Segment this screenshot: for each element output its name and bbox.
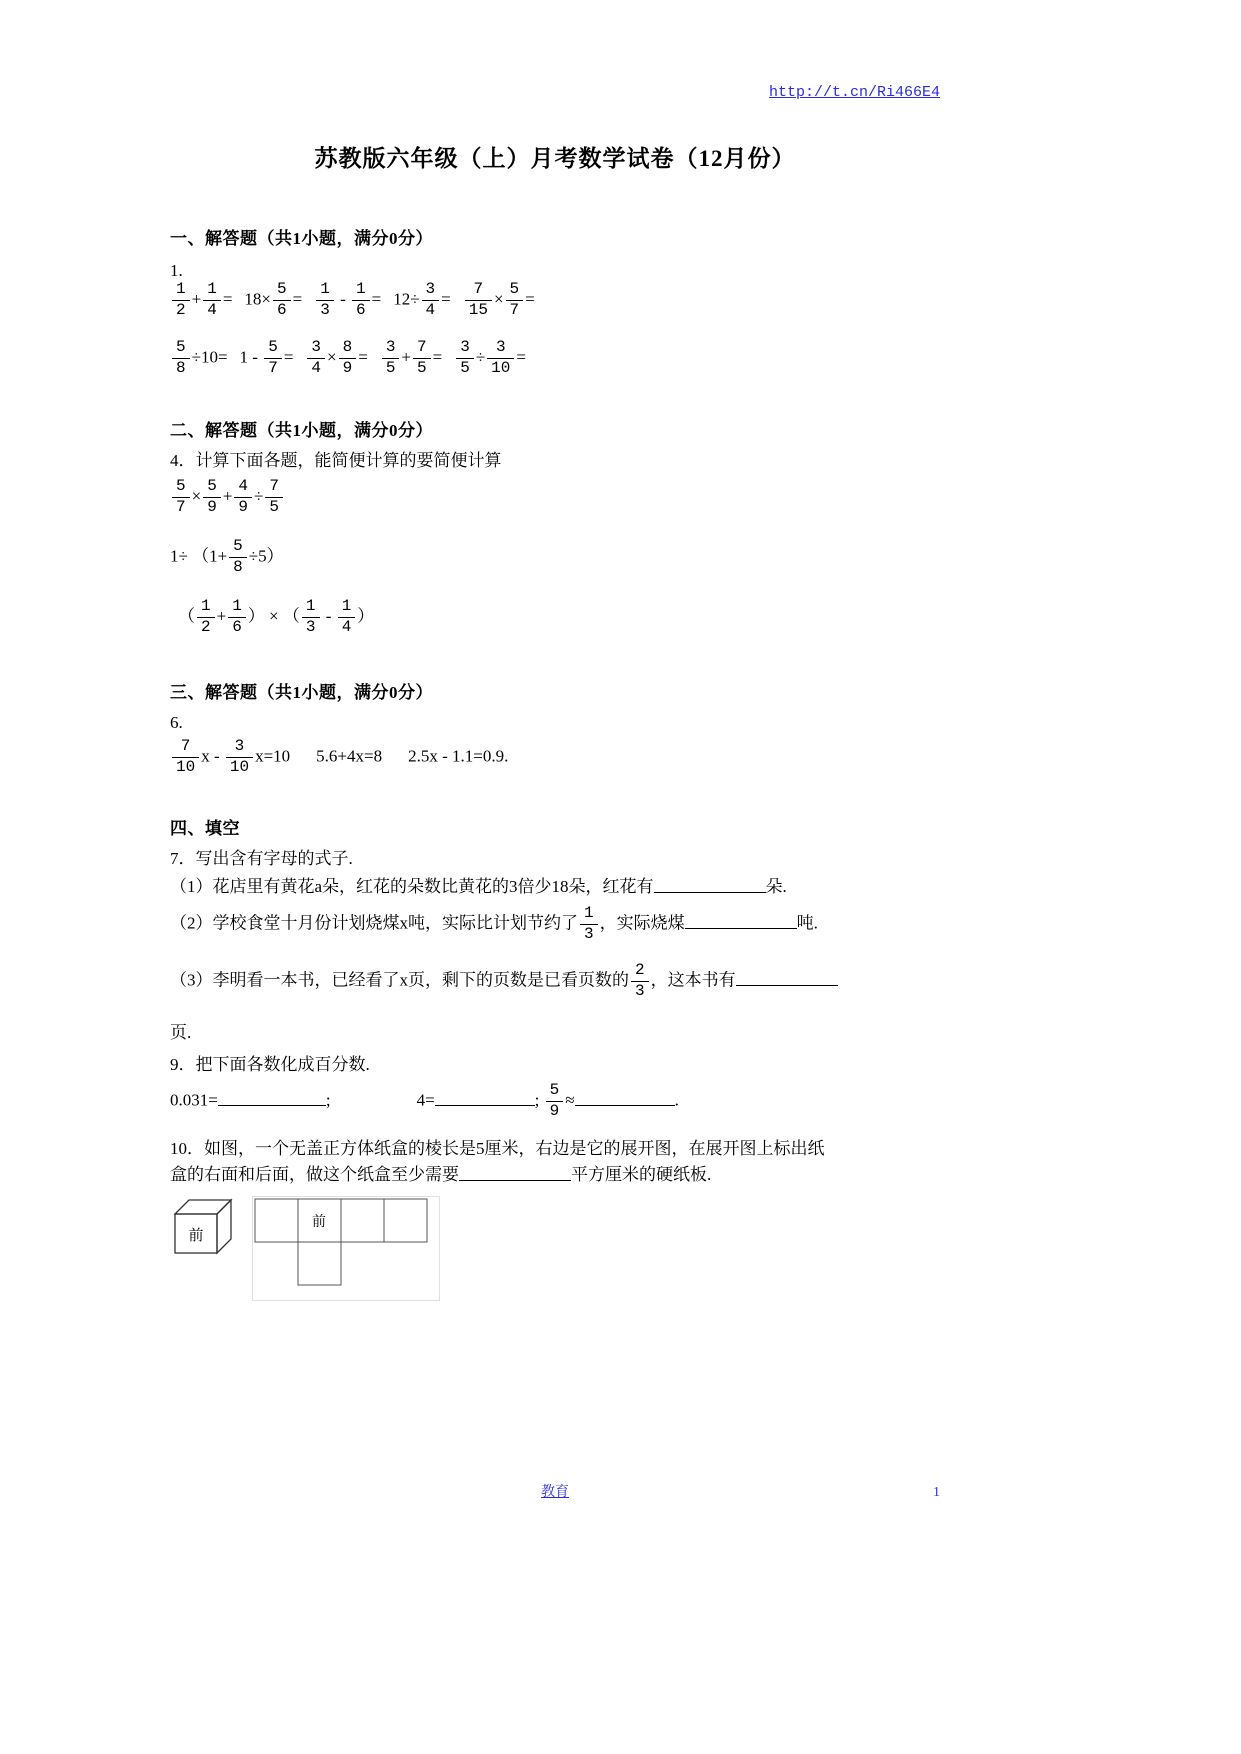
fraction-denominator: 7 <box>172 497 190 517</box>
math-text: ÷ <box>475 347 486 367</box>
fraction-numerator: 1 <box>341 597 352 615</box>
fraction <box>264 339 282 378</box>
math-text: + <box>401 347 412 367</box>
math-text: = <box>432 347 443 367</box>
problem4-expression-2 <box>170 538 940 577</box>
net-front-label: 前 <box>312 1215 326 1230</box>
fraction <box>203 281 221 320</box>
fraction <box>339 339 357 378</box>
math-problem <box>463 281 535 320</box>
math-text: = <box>222 289 233 309</box>
fraction <box>465 281 492 320</box>
fraction <box>487 339 514 378</box>
fraction <box>172 281 190 320</box>
problem10-line1: 10．如图，一个无盖正方体纸盒的棱长是5厘米，右边是它的展开图，在展开图上标出纸 <box>170 1139 825 1158</box>
math-text: = <box>525 289 535 309</box>
fraction-denominator: 6 <box>352 300 370 320</box>
fraction-numerator: 5 <box>176 338 186 356</box>
math-text: = <box>371 289 382 309</box>
fraction <box>234 478 252 517</box>
fraction-numerator: 1 <box>305 597 316 615</box>
net-image-box <box>252 1196 440 1301</box>
math-text: ÷5） <box>248 546 284 566</box>
math-text: 平方厘米的硬纸板. <box>571 1165 712 1184</box>
fraction <box>302 598 320 637</box>
math-text: = <box>292 289 303 309</box>
fraction-numerator: 1 <box>355 280 366 298</box>
page-number: 1 <box>933 1485 940 1500</box>
math-text: ÷10= <box>191 347 228 367</box>
math-text: × <box>191 486 202 506</box>
fraction-denominator: 9 <box>234 497 252 517</box>
math-text: = <box>283 347 294 367</box>
answer-blank <box>685 925 797 929</box>
fraction-numerator: 3 <box>311 338 322 356</box>
math-text: 盒的右面和后面，做这个纸盒至少需要 <box>170 1165 459 1184</box>
problem6-equations <box>170 738 940 777</box>
math-text: × <box>493 289 504 309</box>
answer-blank <box>575 1102 675 1106</box>
fraction <box>307 339 325 378</box>
problem10-figure <box>172 1196 940 1301</box>
math-text: - <box>335 289 350 309</box>
answer-blank <box>435 1102 535 1106</box>
fraction <box>172 478 190 517</box>
math-problem <box>380 339 442 378</box>
fraction-numerator: 5 <box>233 537 243 555</box>
math-text: = <box>441 289 451 309</box>
fraction-denominator: 8 <box>229 557 247 577</box>
fraction-numerator: 5 <box>277 280 287 298</box>
fraction-numerator: 3 <box>495 338 506 356</box>
math-text: ） × （ <box>247 606 300 626</box>
fraction-denominator: 4 <box>422 300 440 320</box>
answer-blank <box>218 1102 326 1106</box>
fraction <box>422 281 440 320</box>
math-text: （1）花店里有黄花a朵，红花的朵数比黄花的3倍少18朵，红花有 <box>170 877 654 896</box>
source-url-line <box>170 80 940 103</box>
fraction <box>197 598 215 637</box>
fraction-numerator: 7 <box>473 280 484 298</box>
math-text: （ <box>178 606 195 626</box>
section1-heading: 一、解答题（共1小题，满分0分） <box>170 229 433 248</box>
fraction-denominator: 15 <box>465 300 492 320</box>
math-text: × <box>327 347 337 367</box>
math-problem <box>170 281 232 320</box>
fraction-numerator: 1 <box>320 280 330 298</box>
fraction <box>631 962 649 1001</box>
problem9-line <box>170 1082 940 1121</box>
fraction <box>413 339 431 378</box>
net-figure <box>253 1197 439 1293</box>
fraction <box>172 738 199 777</box>
fraction-numerator: 5 <box>549 1081 560 1099</box>
math-text: = <box>358 347 368 367</box>
fraction-denominator: 10 <box>172 757 199 777</box>
math-text: x=10 <box>255 746 291 766</box>
fraction-denominator: 5 <box>456 358 474 378</box>
fraction-denominator: 5 <box>382 358 400 378</box>
math-text: ; <box>534 1090 544 1110</box>
math-text: （3）李明看一本书，已经看了x页，剩下的页数是已看页数的 <box>170 970 629 990</box>
math-text: 5.6+4x=8 <box>316 746 383 766</box>
math-text: 1 - <box>239 347 263 367</box>
math-problem <box>454 339 526 378</box>
fraction-numerator: 5 <box>509 280 520 298</box>
fraction-numerator: 2 <box>635 961 645 979</box>
math-text: = <box>516 347 526 367</box>
math-text: - <box>321 606 336 626</box>
math-text: 吨. <box>796 913 818 933</box>
fraction-denominator: 3 <box>580 924 598 944</box>
math-text: 4= <box>416 1090 435 1110</box>
fraction-denominator: 6 <box>228 617 246 637</box>
fraction-numerator: 1 <box>207 280 217 298</box>
fraction-numerator: 5 <box>207 477 217 495</box>
fraction-numerator: 3 <box>385 338 396 356</box>
math-problem <box>240 339 294 378</box>
fraction <box>265 478 283 517</box>
fraction <box>456 339 474 378</box>
fraction-numerator: 1 <box>176 280 186 298</box>
fraction-numerator: 3 <box>425 280 436 298</box>
problem4-expression-1 <box>170 478 940 517</box>
fraction-denominator: 6 <box>273 300 291 320</box>
problem7-item3-continuation: 页. <box>170 1023 192 1042</box>
math-text: ≈ <box>565 1090 575 1110</box>
fraction <box>226 738 253 777</box>
footer-education-link[interactable]: 教育 <box>541 1485 569 1500</box>
problem7-intro: 7．写出含有字母的式子. <box>170 849 353 868</box>
fraction-denominator: 4 <box>203 300 221 320</box>
section3-heading: 三、解答题（共1小题，满分0分） <box>170 683 433 702</box>
math-text: ，这本书有 <box>650 970 736 990</box>
fraction <box>506 281 524 320</box>
fraction-numerator: 5 <box>268 338 278 356</box>
fraction-denominator: 3 <box>316 300 334 320</box>
math-problem <box>393 281 451 320</box>
math-text: 2.5x - 1.1=0.9. <box>408 746 509 766</box>
fraction-denominator: 7 <box>506 300 524 320</box>
fraction-denominator: 3 <box>631 981 649 1001</box>
math-text: ÷ <box>254 486 264 506</box>
fraction-denominator: 2 <box>172 300 190 320</box>
math-text: 1÷ （1+ <box>170 546 228 566</box>
fraction <box>352 281 370 320</box>
fraction <box>546 1082 564 1121</box>
fraction <box>273 281 291 320</box>
fraction-denominator: 10 <box>487 358 514 378</box>
math-text: + <box>191 289 202 309</box>
fraction-denominator: 4 <box>307 358 325 378</box>
fraction-denominator: 10 <box>226 757 253 777</box>
answer-blank <box>736 982 838 986</box>
fraction <box>316 281 334 320</box>
fraction-numerator: 1 <box>232 597 242 615</box>
math-text: ） <box>357 606 375 626</box>
problem7-item1 <box>170 876 940 899</box>
problem7-item3 <box>170 962 940 1001</box>
fraction-row-2 <box>170 339 940 378</box>
fraction-denominator: 3 <box>302 617 320 637</box>
math-text: ; <box>325 1090 331 1110</box>
math-text: 12÷ <box>393 289 420 309</box>
math-text: + <box>222 486 233 506</box>
math-text: 朵. <box>765 877 787 896</box>
math-text: + <box>216 606 227 626</box>
answer-blank <box>459 1177 571 1181</box>
source-url-link[interactable]: http://t.cn/Ri466E4 <box>768 84 940 101</box>
math-problem <box>170 339 228 378</box>
section4-heading: 四、填空 <box>170 819 240 838</box>
fraction-denominator: 9 <box>203 497 221 517</box>
fraction-numerator: 8 <box>342 338 353 356</box>
fraction-numerator: 4 <box>238 477 249 495</box>
fraction-numerator: 1 <box>201 597 211 615</box>
math-text: （2）学校食堂十月份计划烧煤x吨，实际比计划节约了 <box>170 913 578 933</box>
answer-blank <box>654 889 766 893</box>
math-text: x - <box>201 746 224 766</box>
math-text: 0.031= <box>170 1090 218 1110</box>
math-problem <box>314 281 381 320</box>
fraction <box>580 905 598 944</box>
fraction <box>203 478 221 517</box>
math-problem <box>305 339 367 378</box>
problem1-label: 1. <box>170 261 183 280</box>
problem7-item2 <box>170 905 940 944</box>
fraction-denominator: 5 <box>413 358 431 378</box>
fraction <box>172 339 190 378</box>
fraction-numerator: 7 <box>269 477 279 495</box>
cube-figure <box>172 1196 238 1256</box>
fraction-numerator: 5 <box>176 477 186 495</box>
math-text: 18× <box>244 289 271 309</box>
fraction-denominator: 9 <box>339 358 357 378</box>
fraction-numerator: 3 <box>460 338 470 356</box>
cube-front-label: 前 <box>188 1228 204 1244</box>
fraction-numerator: 3 <box>234 737 245 755</box>
problem4-expression-3 <box>170 598 940 637</box>
problem4-text: 4．计算下面各题，能简便计算的要简便计算 <box>170 451 502 470</box>
math-problem <box>244 281 302 320</box>
math-text: ，实际烧煤 <box>599 913 685 933</box>
fraction <box>338 598 356 637</box>
fraction-denominator: 4 <box>338 617 356 637</box>
fraction-denominator: 2 <box>197 617 215 637</box>
fraction <box>228 598 246 637</box>
fraction <box>229 538 247 577</box>
problem6-label: 6. <box>170 713 183 732</box>
fraction-denominator: 9 <box>546 1101 564 1121</box>
fraction-denominator: 5 <box>265 497 283 517</box>
fraction-numerator: 7 <box>180 737 191 755</box>
math-text: . <box>674 1090 679 1110</box>
problem9-intro: 9．把下面各数化成百分数. <box>170 1055 370 1074</box>
problem10-line2 <box>170 1164 940 1187</box>
fraction-numerator: 7 <box>417 338 427 356</box>
fraction-numerator: 1 <box>584 904 594 922</box>
page-title: 苏教版六年级（上）月考数学试卷（12月份） <box>314 146 796 171</box>
fraction-row-1 <box>170 281 940 320</box>
fraction <box>382 339 400 378</box>
section2-heading: 二、解答题（共1小题，满分0分） <box>170 421 433 440</box>
fraction-denominator: 8 <box>172 358 190 378</box>
fraction-denominator: 7 <box>264 358 282 378</box>
